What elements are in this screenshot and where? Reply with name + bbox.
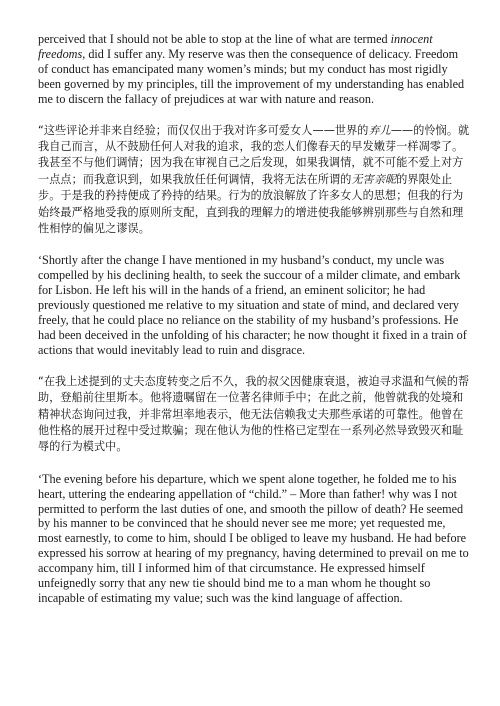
document-page <box>38 32 470 606</box>
paragraph-gap <box>38 358 470 374</box>
paragraph-gap <box>38 237 470 253</box>
paragraph-zh-2 <box>38 374 470 456</box>
italic-term: 无害亲昵 <box>351 172 397 186</box>
text-segment: ‘Shortly after the change I have mentioned in my husband’s conduct, my uncle was compelled by his declining health, to seek the succour of a milder climate, and embark for Lisbon. He left his will in the hands of a friend, an eminent solicitor; he had previously questioned me relative to my situation and state of mind, and declared very freely, that he could place no reliance on the stability of my husband’s professions. He had been deceived in the unfolding of his character; he now thought it fixed in a train of actions that would inevitably lead to ruin and disgrace. <box>38 253 467 357</box>
text-segment: “这些评论并非来自经验；而仅仅出于我对许多可爱女人——世界的 <box>38 123 369 137</box>
paragraph-en-2 <box>38 253 470 357</box>
italic-term: innocent freedoms <box>38 32 433 61</box>
text-segment: 的界限处止步。于是我的矜持便成了矜持的结果。行为的放浪解放了许多女人的思想；但我的行为始终最严格地受我的原则所支配，直到我的理解力的增进使我能够辨别那些与自然和理性相悖的偏见之谬误。 <box>38 172 464 235</box>
italic-term: 弃儿 <box>368 123 391 137</box>
text-segment: “在我上述提到的丈夫态度转变之后不久，我的叔父因健康衰退，被迫寻求温和气候的帮助，登船前往里斯本。他将遗嘱留在一位著名律师手中；在此之前，他曾就我的处境和精神状态询问过我，并非常坦率地表示，他无法信赖我丈夫那些承诺的可靠性。他曾在他性格的展开过程中受过欺骗；现在他认为他的性格已定型在一系列必然导致毁灭和耻辱的行为模式中。 <box>38 374 470 454</box>
text-segment: ——的怜悯。就我自己而言，从不鼓励任何人对我的追求，我的恋人们像春天的早发嫩芽一样凋零了。我甚至不与他们调情；因为我在审视自己之后发现，如果我调情，就不可能不爱上对方一点点；而我意识到，如果我放任任何调情，我将无法在所谓的 <box>38 123 470 186</box>
text-segment: perceived that I should not be able to stop at the line of what are termed <box>38 32 391 46</box>
paragraph-en-3 <box>38 472 470 606</box>
paragraph-gap <box>38 456 470 472</box>
paragraph-en-1 <box>38 32 470 107</box>
text-segment: ‘The evening before his departure, which we spent alone together, he folded me to his heart, uttering the endearing appellation of “child.” – More than father! why was I not permitted to perform the last duties of one, and smooth the pillow of death? He seemed by his manner to be convinced that he should never see me more; yet requested me, most earnestly, to come to him, should I be obliged to leave my husband. He had before expressed his sorrow at hearing of my pregnancy, having determined to prevail on me to accompany him, till I informed him of that circumstance. He expressed himself unfeignedly sorry that any new tie should bind me to a man whom he thought so incapable of estimating my value; such was the kind language of affection. <box>38 471 469 605</box>
paragraph-zh-1 <box>38 123 470 238</box>
text-segment: , did I suffer any. My reserve was then the consequence of delicacy. Freedom of conduct has emancipated many women’s minds; but my conduct has most rigidly been governed by my principles, till the improvement of my understanding has enabled me to discern the fallacy of prejudices at war with nature and reason. <box>38 46 465 106</box>
paragraph-gap <box>38 107 470 123</box>
